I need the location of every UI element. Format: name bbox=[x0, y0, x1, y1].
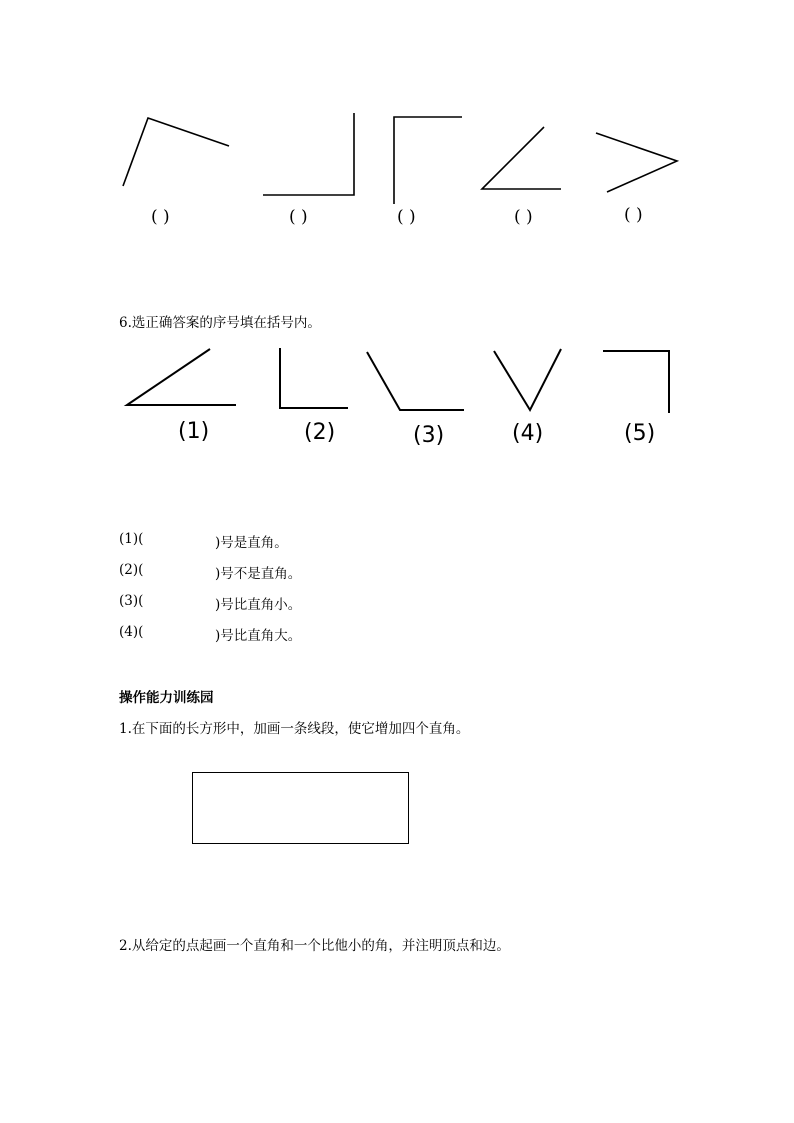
q6-angle-figure-4 bbox=[494, 349, 561, 410]
q6-angle-figure-2 bbox=[280, 348, 348, 408]
task1-text: 1.在下面的长方形中，加画一条线段，使它增加四个直角。 bbox=[119, 721, 470, 737]
angle-figure-3 bbox=[394, 117, 462, 204]
task2-text: 2.从给定的点起画一个直角和一个比他小的角，并注明顶点和边。 bbox=[119, 938, 510, 954]
q6-line-4-prefix: (4)( bbox=[119, 624, 144, 640]
q6-line-3-prefix: (3)( bbox=[119, 593, 144, 609]
q6-title: 6.选正确答案的序号填在括号内。 bbox=[119, 315, 321, 331]
answer-paren-2[interactable]: ( ) bbox=[289, 207, 308, 227]
q6-angle-figure-3 bbox=[367, 352, 464, 410]
answer-paren-3[interactable]: ( ) bbox=[397, 207, 416, 227]
q6-figure-label-5: (5) bbox=[624, 421, 656, 446]
angle-figure-1 bbox=[123, 118, 229, 186]
q6-line-1-suffix: )号是直角。 bbox=[215, 535, 288, 551]
answer-paren-1[interactable]: ( ) bbox=[151, 207, 170, 227]
q6-figure-label-3: (3) bbox=[413, 423, 445, 448]
q6-figure-label-1: (1) bbox=[178, 419, 210, 444]
q6-figure-label-2: (2) bbox=[304, 420, 336, 445]
task1-rectangle bbox=[193, 773, 409, 844]
q6-angle-figure-1 bbox=[127, 349, 236, 405]
q6-line-2-prefix: (2)( bbox=[119, 562, 144, 578]
answer-paren-5[interactable]: ( ) bbox=[624, 205, 643, 225]
answer-paren-4[interactable]: ( ) bbox=[514, 207, 533, 227]
angle-figure-5 bbox=[596, 133, 677, 192]
q6-line-4-suffix: )号比直角大。 bbox=[215, 628, 302, 644]
q6-line-2-suffix: )号不是直角。 bbox=[215, 566, 302, 582]
angle-figure-4 bbox=[482, 127, 561, 189]
q6-line-3-suffix: )号比直角小。 bbox=[215, 597, 302, 613]
q6-figure-label-4: (4) bbox=[512, 421, 544, 446]
angle-figure-2 bbox=[263, 113, 354, 195]
section-heading: 操作能力训练园 bbox=[119, 690, 214, 706]
q6-line-1-prefix: (1)( bbox=[119, 531, 144, 547]
q6-angle-figure-5 bbox=[603, 351, 669, 413]
